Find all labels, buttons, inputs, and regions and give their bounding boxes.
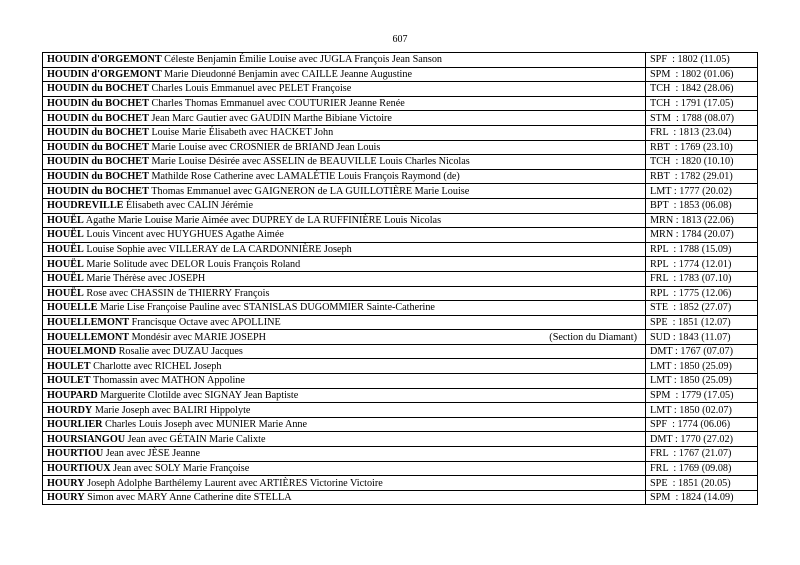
entry-cell xyxy=(43,82,646,97)
entry-text: Marguerite Clotilde avec SIGNAY Jean Baptiste xyxy=(100,389,299,401)
entry-text: Rose avec CHASSIN de THIERRY François xyxy=(86,287,270,299)
ref-text: STM : 1788 (08.07) xyxy=(650,112,735,124)
table-row xyxy=(43,82,758,97)
entry-text: Francisque Octave avec APOLLINE xyxy=(131,316,281,328)
surname: HOURY xyxy=(47,492,85,504)
surname: HOUËL xyxy=(47,273,84,285)
entry-cell xyxy=(43,198,646,213)
table-row xyxy=(43,359,758,374)
parish-date-ref xyxy=(646,286,758,301)
entry-cell xyxy=(43,403,646,418)
entry-text: Charles Louis Joseph avec MUNIER Marie Anne xyxy=(105,419,308,431)
parish-date-ref xyxy=(646,155,758,170)
ref-text: LMT : 1777 (20.02) xyxy=(650,185,732,197)
surname: HOUDIN du BOCHET xyxy=(47,156,149,168)
parish-date-ref xyxy=(646,447,758,462)
ref-text: MRN : 1813 (22.06) xyxy=(650,214,734,226)
ref-text: BPT : 1853 (06.08) xyxy=(650,200,732,212)
table-row xyxy=(43,125,758,140)
table-body xyxy=(43,53,758,505)
entry-cell xyxy=(43,125,646,140)
entry-text: Charlotte avec RICHEL Joseph xyxy=(93,360,222,372)
ref-text: RBT : 1782 (29.01) xyxy=(650,171,733,183)
ref-text: LMT : 1850 (25.09) xyxy=(650,360,732,372)
table-row xyxy=(43,155,758,170)
ref-text: SPE : 1851 (20.05) xyxy=(650,477,731,489)
entry-text: Thomas Emmanuel avec GAIGNERON de LA GUILLOTIÈRE Marie Louise xyxy=(151,185,470,197)
entry-text: Rosalie avec DUZAU Jacques xyxy=(118,346,243,358)
surname: HOUËL xyxy=(47,229,84,241)
ref-text: TCH : 1820 (10.10) xyxy=(650,156,734,168)
table-row xyxy=(43,447,758,462)
parish-date-ref xyxy=(646,125,758,140)
entry-text: Marie Thérèse avec JOSEPH xyxy=(86,273,206,285)
ref-text: FRL : 1769 (09.08) xyxy=(650,462,732,474)
table-row xyxy=(43,184,758,199)
ref-text: FRL : 1767 (21.07) xyxy=(650,448,732,460)
table-row xyxy=(43,403,758,418)
entry-text: Jean avec JÈSE Jeanne xyxy=(105,448,200,460)
entry-cell xyxy=(43,169,646,184)
surname: HOUËL xyxy=(47,244,84,256)
parish-date-ref xyxy=(646,184,758,199)
entry-text: Thomassin avec MATHON Appoline xyxy=(92,375,245,387)
entry-cell xyxy=(43,286,646,301)
parish-date-ref xyxy=(646,169,758,184)
surname: HOUËL xyxy=(47,287,84,299)
ref-text: FRL : 1783 (07.10) xyxy=(650,273,732,285)
entry-text: Simon avec MARY Anne Catherine dite STELLA xyxy=(87,492,292,504)
parish-date-ref xyxy=(646,344,758,359)
entry-text: Marie Dieudonné Benjamin avec CAILLE Jeanne Augustine xyxy=(164,68,412,80)
table-row xyxy=(43,344,758,359)
table-row xyxy=(43,111,758,126)
entry-cell xyxy=(43,315,646,330)
entry-text: Élisabeth avec CALIN Jérémie xyxy=(125,200,253,212)
table-row xyxy=(43,53,758,68)
table-row xyxy=(43,198,758,213)
entry-cell xyxy=(43,359,646,374)
surname: HOUDIN d'ORGEMONT xyxy=(47,68,162,80)
surname: HOUËL xyxy=(47,214,84,226)
table-row xyxy=(43,330,758,345)
entry-text: Marie Louise avec CROSNIER de BRIAND Jean Louis xyxy=(151,141,381,153)
entry-cell xyxy=(43,96,646,111)
entry-cell xyxy=(43,490,646,505)
parish-date-ref xyxy=(646,476,758,491)
parish-date-ref xyxy=(646,403,758,418)
surname: HOUELMOND xyxy=(47,346,117,358)
table-row xyxy=(43,242,758,257)
surname: HOUDIN du BOCHET xyxy=(47,98,149,110)
ref-text: SUD : 1843 (11.07) xyxy=(650,331,731,343)
parish-date-ref xyxy=(646,198,758,213)
surname: HOURDY xyxy=(47,404,93,416)
entry-text: Mathilde Rose Catherine avec LAMALÉTIE Louis François Raymond (de) xyxy=(151,171,460,183)
ref-text: STE : 1852 (27.07) xyxy=(650,302,732,314)
parish-date-ref xyxy=(646,271,758,286)
table-row xyxy=(43,388,758,403)
parish-date-ref xyxy=(646,140,758,155)
entry-cell xyxy=(43,447,646,462)
surname: HOUDIN du BOCHET xyxy=(47,141,149,153)
entry-cell xyxy=(43,242,646,257)
ref-text: RPL : 1775 (12.06) xyxy=(650,287,732,299)
entry-cell xyxy=(43,374,646,389)
surname: HOUPARD xyxy=(47,389,98,401)
entry-cell xyxy=(43,271,646,286)
table-row xyxy=(43,417,758,432)
ref-text: LMT : 1850 (02.07) xyxy=(650,404,732,416)
entry-cell xyxy=(43,301,646,316)
surname: HOUELLE xyxy=(47,302,98,314)
entry-cell xyxy=(43,53,646,68)
parish-date-ref xyxy=(646,490,758,505)
parish-date-ref xyxy=(646,213,758,228)
entry-text: Agathe Marie Louise Marie Aimée avec DUPREY de LA RUFFINIÈRE Louis Nicolas xyxy=(85,214,442,226)
surname: HOURTIOU xyxy=(47,448,104,460)
entry-cell xyxy=(43,344,646,359)
entry-text: Louis Vincent avec HUYGHUES Agathe Aimée xyxy=(86,229,284,241)
surname: HOULET xyxy=(47,360,91,372)
table-row xyxy=(43,96,758,111)
entry-text: Louise Marie Élisabeth avec HACKET John xyxy=(151,127,334,139)
surname: HOURY xyxy=(47,477,85,489)
parish-date-ref xyxy=(646,388,758,403)
surname: HOUDIN du BOCHET xyxy=(47,112,149,124)
entry-text: Jean avec GÉTAIN Marie Calixte xyxy=(127,433,266,445)
surname: HOUELLEMONT xyxy=(47,316,130,328)
table-row xyxy=(43,228,758,243)
entry-text: Charles Thomas Emmanuel avec COUTURIER Jeanne Renée xyxy=(151,98,405,110)
ref-text: SPE : 1851 (12.07) xyxy=(650,316,731,328)
surname: HOUDIN du BOCHET xyxy=(47,83,149,95)
entry-cell xyxy=(43,213,646,228)
entry-cell xyxy=(43,155,646,170)
entry-cell xyxy=(43,461,646,476)
table-row xyxy=(43,301,758,316)
surname: HOUDIN du BOCHET xyxy=(47,127,149,139)
table-row xyxy=(43,476,758,491)
entry-text: Joseph Adolphe Barthélemy Laurent avec ARTIÈRES Victorine Victoire xyxy=(87,477,383,489)
entry-cell xyxy=(43,388,646,403)
table-row xyxy=(43,169,758,184)
entry-text: Céleste Benjamin Émilie Louise avec JUGLA François Jean Sanson xyxy=(164,54,443,66)
parish-date-ref xyxy=(646,111,758,126)
parish-date-ref xyxy=(646,330,758,345)
ref-text: SPM : 1779 (17.05) xyxy=(650,389,734,401)
entry-cell xyxy=(43,111,646,126)
parish-date-ref xyxy=(646,374,758,389)
surname: HOURLIER xyxy=(47,419,103,431)
parish-date-ref xyxy=(646,242,758,257)
table-row xyxy=(43,490,758,505)
entry-cell xyxy=(43,228,646,243)
entry-text: Jean Marc Gautier avec GAUDIN Marthe Bibiane Victoire xyxy=(151,112,392,124)
parish-date-ref xyxy=(646,96,758,111)
ref-text: SPF : 1774 (06.06) xyxy=(650,419,731,431)
marriage-register-table xyxy=(42,52,758,505)
entry-cell xyxy=(43,432,646,447)
ref-text: SPM : 1802 (01.06) xyxy=(650,68,734,80)
surname: HOUDIN d'ORGEMONT xyxy=(47,54,162,66)
parish-date-ref xyxy=(646,417,758,432)
ref-text: TCH : 1791 (17.05) xyxy=(650,98,734,110)
surname: HOUELLEMONT xyxy=(47,331,130,343)
entry-cell xyxy=(43,417,646,432)
ref-text: DMT : 1770 (27.02) xyxy=(650,433,734,445)
ref-text: FRL : 1813 (23.04) xyxy=(650,127,732,139)
ref-text: RBT : 1769 (23.10) xyxy=(650,141,733,153)
ref-text: LMT : 1850 (25.09) xyxy=(650,375,732,387)
entry-text: Charles Louis Emmanuel avec PELET Françoise xyxy=(151,83,352,95)
table-row xyxy=(43,315,758,330)
surname: HOURSIANGOU xyxy=(47,433,126,445)
parish-date-ref xyxy=(646,301,758,316)
page-number: 607 xyxy=(392,34,408,45)
table-row xyxy=(43,257,758,272)
surname: HOUËL xyxy=(47,258,84,270)
entry-text: Mondésir avec MARIE JOSEPH xyxy=(131,331,267,343)
entry-text: Marie Solitude avec DELOR Louis François Roland xyxy=(86,258,301,270)
entry-text: Marie Joseph avec BALIRI Hippolyte xyxy=(94,404,251,416)
entry-cell xyxy=(43,330,646,345)
table-row xyxy=(43,140,758,155)
surname: HOURTIOUX xyxy=(47,462,111,474)
ref-text: SPM : 1824 (14.09) xyxy=(650,492,734,504)
parish-date-ref xyxy=(646,257,758,272)
table-row xyxy=(43,461,758,476)
ref-text: DMT : 1767 (07.07) xyxy=(650,346,734,358)
entry-text: Louise Sophie avec VILLERAY de LA CARDONNIÈRE Joseph xyxy=(86,244,352,256)
surname: HOUDIN du BOCHET xyxy=(47,171,149,183)
entry-cell xyxy=(43,476,646,491)
table-row xyxy=(43,213,758,228)
surname: HOUDIN du BOCHET xyxy=(47,185,149,197)
table-row xyxy=(43,286,758,301)
table-row xyxy=(43,271,758,286)
surname: HOULET xyxy=(47,375,91,387)
ref-text: SPF : 1802 (11.05) xyxy=(650,54,730,66)
entry-cell xyxy=(43,140,646,155)
parish-date-ref xyxy=(646,461,758,476)
table-row xyxy=(43,374,758,389)
surname: HOUDREVILLE xyxy=(47,200,124,212)
parish-date-ref xyxy=(646,359,758,374)
parish-date-ref xyxy=(646,432,758,447)
entry-text: Marie Lise Françoise Pauline avec STANISLAS DUGOMMIER Sainte-Catherine xyxy=(99,302,435,314)
ref-text: TCH : 1842 (28.06) xyxy=(650,83,734,95)
entry-text: Marie Louise Désirée avec ASSELIN de BEAUVILLE Louis Charles Nicolas xyxy=(151,156,470,168)
ref-text: MRN : 1784 (20.07) xyxy=(650,229,734,241)
section-note: (Section du Diamant) xyxy=(549,331,637,343)
ref-text: RPL : 1774 (12.01) xyxy=(650,258,732,270)
entry-cell xyxy=(43,257,646,272)
parish-date-ref xyxy=(646,228,758,243)
entry-cell xyxy=(43,67,646,82)
parish-date-ref xyxy=(646,67,758,82)
table-row xyxy=(43,432,758,447)
parish-date-ref xyxy=(646,53,758,68)
table-row xyxy=(43,67,758,82)
entry-text: Jean avec SOLY Marie Françoise xyxy=(113,462,250,474)
ref-text: RPL : 1788 (15.09) xyxy=(650,244,732,256)
parish-date-ref xyxy=(646,315,758,330)
entry-cell xyxy=(43,184,646,199)
parish-date-ref xyxy=(646,82,758,97)
